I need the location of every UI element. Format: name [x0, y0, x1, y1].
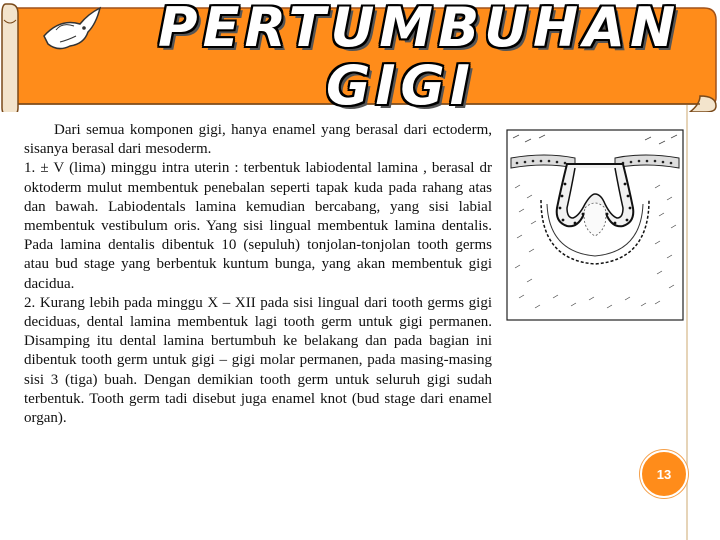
tooth-germ-illustration [505, 128, 685, 322]
paragraph-intro: Dari semua komponen gigi, hanya enamel yang berasal dari ectoderm, sisanya berasal dari mesoderm. [24, 122, 492, 158]
page-number-badge: 13 [640, 450, 688, 498]
paragraph-2: 2. Kurang lebih pada minggu X – XII pada sisi lingual dari tooth germs gigi deciduas, dental lamina membentuk lagi tooth germ untuk gigi permanen. Disamping itu dental lamina bertumbuh ke belakang dan pada bagian ini dibentuk tooth germ untuk gigi – gigi molar permanen, pada masing-masing sisi 3 (tiga) buah. Dengan demikian tooth germ untuk seluruh gigi sudah terbentuk. Tooth germ tadi disebut juga enamel knot (bud stage dari enamel organ). [24, 294, 492, 427]
slide-title-line1: PERTUMBUHAN [158, 0, 681, 59]
slide-title-line2: GIGI [326, 54, 475, 117]
paragraph-1: 1. ± V (lima) minggu intra uterin : terbentuk labiodental lamina , berasal dr oktoderm mulut membentuk penebalan seperti tapak kuda pada rahang atas dan bawah. Labiodentals lamina kemudian bercabang, yang sisi labial membentuk vestibulum oris. Yang sisi lingual membentuk lamina dentalis. Pada lamina dentalis dibentuk 10 (sepuluh) tonjolan-tonjolan tooth germs atau bud stage yang berbentuk kuntum bunga, yang akan membentuk gigi dacidua. [24, 160, 492, 292]
body-text [24, 121, 492, 428]
